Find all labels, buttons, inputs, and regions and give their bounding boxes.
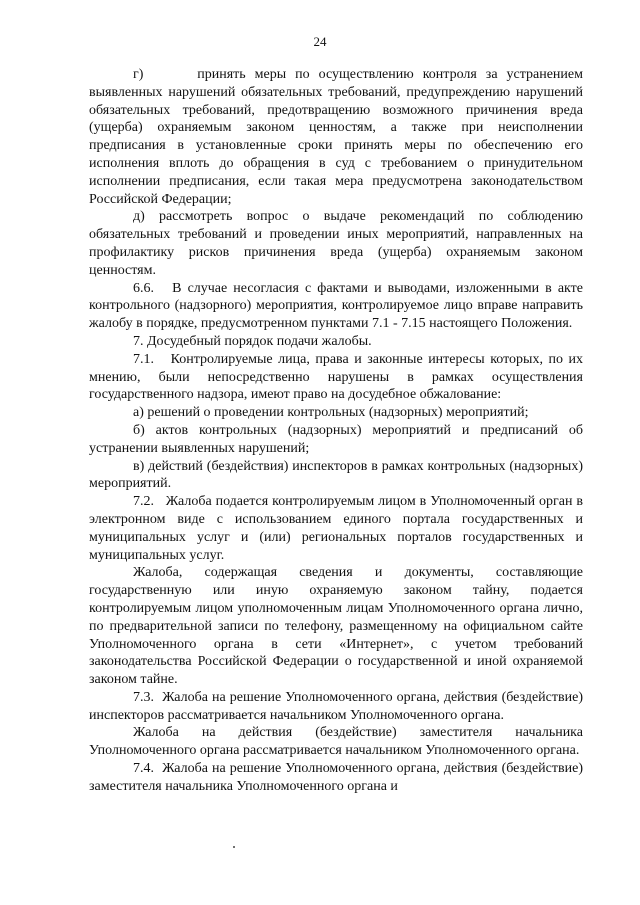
paragraph-6-6: 6.6. В случае несогласия с фактами и выводами, изложенными в акте контрольного (надзорного) мероприятия, контролируемое лицо вправе направить жалобу в порядке, предусмотренном пунктами 7.1 - 7.15 настоящего Положения.	[89, 280, 583, 332]
paragraph-7-2: 7.2. Жалоба подается контролируемым лицом в Уполномоченный орган в электронном виде с использованием единого портала государственных и муниципальных услуг и (или) региональных порталов государственных и муниципальных услуг.	[89, 494, 583, 563]
paragraph-7-1-b: б) актов контрольных (надзорных) мероприятий и предписаний об устранении выявленных нарушений;	[89, 422, 583, 456]
paragraph-7-3: 7.3. Жалоба на решение Уполномоченного органа, действия (бездействие) инспекторов рассматривается начальником Уполномоченного органа.	[89, 689, 583, 723]
paragraph-item-d: д) рассмотреть вопрос о выдаче рекомендаций по соблюдению обязательных требований и проведении иных мероприятий, направленных на профилактику рисков причинения вреда (ущерба) охраняемым законом ценностям.	[89, 209, 583, 278]
paragraph-7-1-v: в) действий (бездействия) инспекторов в рамках контрольных (надзорных) мероприятий.	[89, 458, 583, 492]
paragraph-7-1: 7.1. Контролируемые лица, права и законные интересы которых, по их мнению, были непосредственно нарушены в рамках осуществления государственного надзора, имеют право на досудебное обжалование:	[89, 351, 583, 403]
paragraph-item-g: г) принять меры по осуществлению контроля за устранением выявленных нарушений обязательных требований, предупреждению нарушений обязательных требований, предотвращению возможного причинения вреда (ущерба) охраняемым законом ценностям, а также при неисполнении предписания в установленные сроки принять меры по обеспечению его исполнения вплоть до обращения в суд с требованием о принудительном исполнении предписания, если такая мера предусмотрена законодательством Российской Федерации;	[89, 67, 583, 207]
section-heading-7: 7. Досудебный порядок подачи жалобы.	[133, 333, 372, 349]
page-number: 24	[313, 34, 327, 49]
paragraph-7-1-a: а) решений о проведении контрольных (надзорных) мероприятий;	[133, 405, 529, 421]
paragraph-7-4: 7.4. Жалоба на решение Уполномоченного органа, действия (бездействие) заместителя начальника Уполномоченного органа и	[89, 761, 583, 794]
paragraph-7-2-secret: Жалоба, содержащая сведения и документы, составляющие государственную или иную охраняемую законом тайну, подается контролируемым лицом уполномоченным лицам Уполномоченного органа лично, по предварительной записи по телефону, размещенному на официальном сайте Уполномоченного органа в сети «Интернет», с учетом требований законодательства Российской Федерации о государственной и иной охраняемой законом тайне.	[89, 565, 583, 688]
document-body	[89, 66, 583, 796]
scan-dot	[233, 846, 235, 848]
paragraph-7-3-deputy: Жалоба на действия (бездействие) заместителя начальника Уполномоченного органа рассматривается начальником Уполномоченного органа.	[89, 725, 583, 759]
